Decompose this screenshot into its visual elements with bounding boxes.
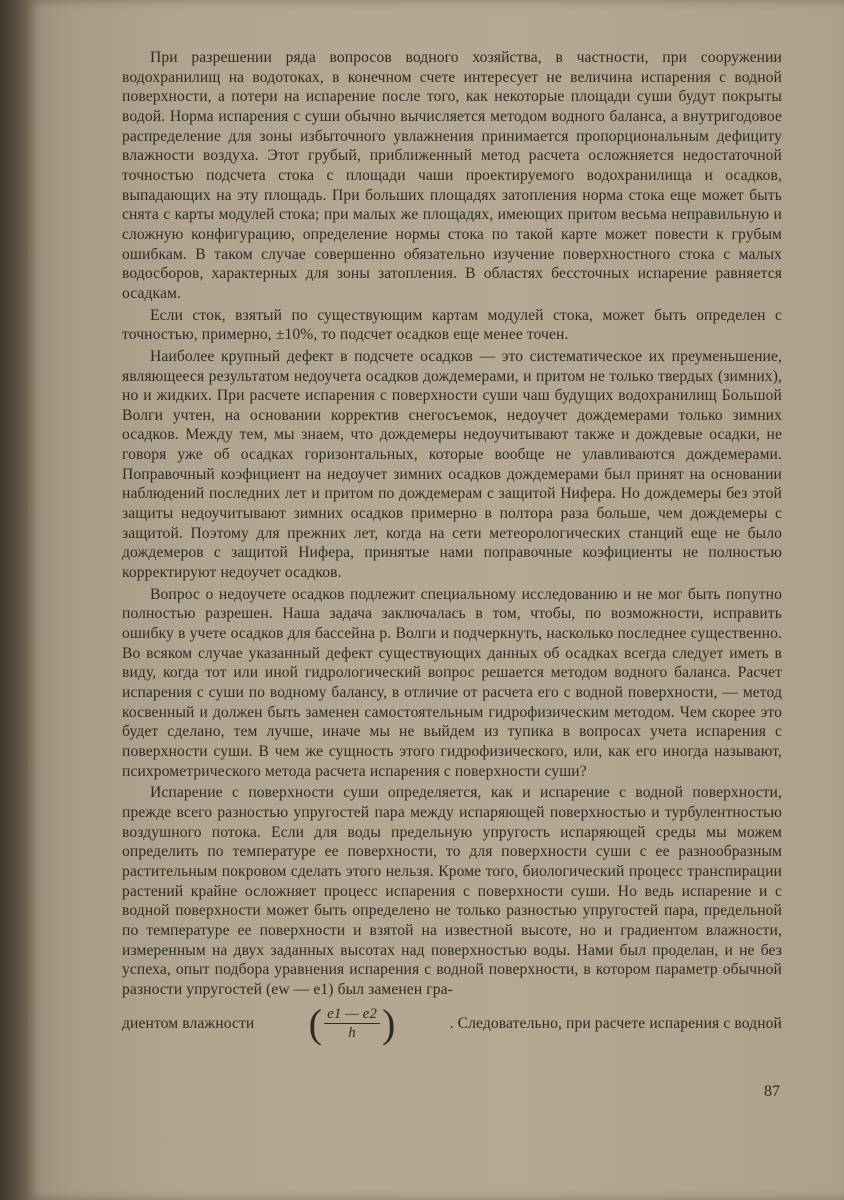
body-text bbox=[122, 48, 782, 1044]
fraction-denominator: h bbox=[348, 1025, 356, 1041]
left-parenthesis: ( bbox=[308, 1000, 323, 1046]
paragraph: Если сток, взятый по существующим картам модулей стока, может быть определен с точностью, примерно, ±10%, то подсчет осадков еще менее точен. bbox=[122, 306, 782, 344]
fraction-numerator: e1 — e2 bbox=[324, 1005, 380, 1024]
humidity-gradient-formula bbox=[308, 1000, 396, 1046]
paragraph: Испарение с поверхности суши определяется, как и испарение с водной поверхности, прежде всего разностью упругостей пара между испаряющей поверхностью и турбулентностью воздушного потока. Если для воды предельную упругость испаряющей среды мы можем определить по температуре ее поверхности, то для поверхности суши с ее разнообразным растительным покровом сделать этого нельзя. Кроме того, биологический процесс транспирации растений крайне осложняет процесс испарения с поверхности суши. Но ведь испарение и с водной поверхности может быть определено не только разностью упругостей пара, предельной по температуре ее поверхности и взятой на известной высоте, но и градиентом влажности, измеренным на двух заданных высотах над поверхностью воды. Нами был проделан, и не без успеха, опыт подбора уравнения испарения с водной поверхности, в котором параметр обычной разности упругостей (ew — e1) был заменен гра- bbox=[122, 784, 782, 998]
formula-line bbox=[122, 1000, 782, 1046]
paragraph: При разрешении ряда вопросов водного хозяйства, в частности, при сооружении водохранилищ на водотоках, в конечном счете интересует не величина испарения с водной поверхности, а потери на испарение после того, как некоторые площади суши будут покрыты водой. Норма испарения с суши обычно вычисляется методом водного баланса, а внутригодовое распределение для зоны избыточного увлажнения принимается пропорциональным дефициту влажности воздуха. Этот грубый, приближенный метод расчета осложняется недостаточной точностью подсчета стока с площади чаши проектируемого водохранилища и осадков, выпадающих на эту площадь. При больших площадях затопления норма стока еще может быть снята с карты модулей стока; при малых же площадях, имеющих притом весьма неправильную и сложную конфигурацию, определение нормы стока по такой карте может повести к грубым ошибкам. В таком случае совершенно обязательно изучение поверхностного стока с малых водосборов, характерных для зоны затопления. В областях бессточных испарение равняется осадкам. bbox=[122, 49, 782, 302]
formula-suffix-text: . Следовательно, при расчете испарения с водной bbox=[449, 1014, 782, 1032]
formula-prefix-text: диентом влажности bbox=[122, 1014, 255, 1032]
book-spine-shadow bbox=[0, 0, 28, 1200]
paragraph: Вопрос о недоучете осадков подлежит специальному исследованию и не мог быть попутно полностью разрешен. Наша задача заключалась в том, чтобы, по возможности, исправить ошибку в учете осадков для бассейна р. Волги и подчеркнуть, насколько последнее существенно. Во всяком случае указанный дефект существующих данных об осадках всегда следует иметь в виду, когда тот или иной гидрологический вопрос решается методом водного баланса. Расчет испарения с суши по водному балансу, в отличие от расчета его с водной поверхности, — метод косвенный и должен быть заменен самостоятельным гидрофизическим методом. Чем скорее это будет сделано, тем лучше, иначе мы не выйдем из тупика в вопросах учета испарения с поверхности суши. В чем же сущность этого гидрофизического, или, как его иногда называют, психрометрического метода расчета испарения с поверхности суши? bbox=[122, 585, 782, 780]
book-page bbox=[28, 0, 844, 1200]
page-number: 87 bbox=[764, 1083, 780, 1100]
right-parenthesis: ) bbox=[381, 1000, 396, 1046]
fraction bbox=[322, 1005, 382, 1042]
paragraph: Наиболее крупный дефект в подсчете осадков — это систематическое их преуменьшение, являющееся результатом недоучета осадков дождемерами, и притом не только твердых (зимних), но и жидких. При расчете испарения с поверхности суши чаш будущих водохранилищ Большой Волги учтен, на основании корректив снегосъемок, недоучет дождемерами только зимних осадков. Между тем, мы знаем, что дождемеры недоучитывают также и дождевые осадки, не говоря уже об осадках горизонтальных, которые вообще не улавливаются дождемерами. Поправочный коэфициент на недоучет зимних осадков дождемерами был принят на основании наблюдений последних лет и притом по дождемерам с защитой Нифера. Но дождемеры без этой защиты недоучитывают зимних осадков примерно в полтора раза больше, чем дождемеры с защитой. Поэтому для прежних лет, когда на сети метеорологических станций еще не было дождемеров с защитой Нифера, принятые нами поправочные коэфициенты не полностью корректируют недоучет осадков. bbox=[122, 347, 782, 582]
